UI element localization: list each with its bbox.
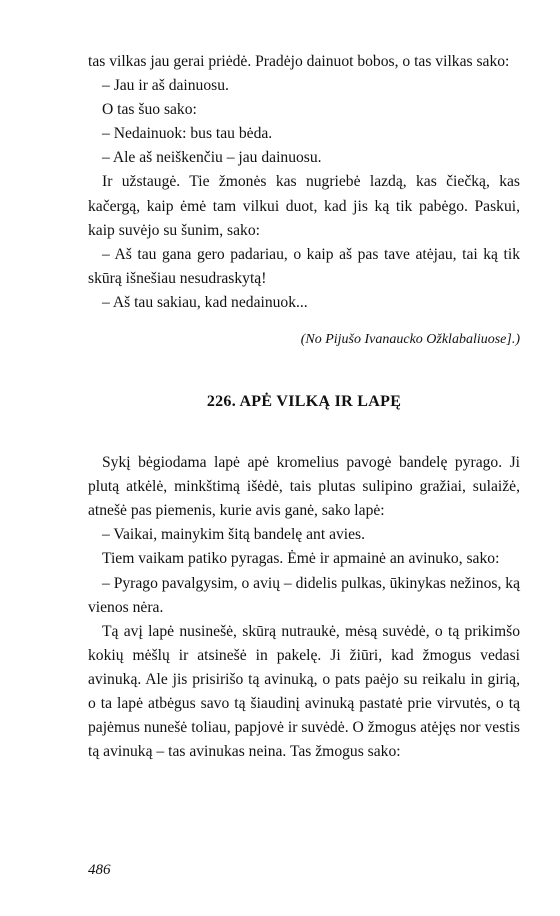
story-226-body [88,451,520,764]
page-number: 486 [88,862,111,878]
paragraph: tas vilkas jau gerai priėdė. Pradėjo dainuot bobos, o tas vilkas sako: [88,53,510,70]
paragraph: – Nedainuok: bus tau bėda. [102,125,273,143]
paragraph: Tiem vaikam patiko pyragas. Ėmė ir apmainė an avinuko, sako: [102,550,500,568]
paragraph: Sykį bėgiodama lapė apė kromelius pavogė bandelę pyrago. Ji plutą atkėlė, minkštimą išėdė, tais plutas sulipino gražiai, sulaižė, atnešė pas piemenis, kurie avis ganė, sako lapė: [88,454,520,520]
paragraph: O tas šuo sako: [102,101,197,119]
story-225-ending [88,50,520,315]
page-text-block [88,50,520,764]
paragraph: – Aš tau sakiau, kad nedainuok... [102,293,308,311]
paragraph: – Ale aš neiškenčiu – jau dainuosu. [102,149,322,167]
paragraph: – Jau ir aš dainuosu. [102,77,229,95]
paragraph: Tą avį lapė nusinešė, skūrą nutraukė, mėsą suvėdė, o tą prikimšo kokių mėšlų ir atsinešė in pakelę. Ji žiūri, kad žmogus vedasi avinuką. Ale jis prisirišo tą avinuką, o pats paėjo su reikalu in girią, o ta lapė atbėgus savo tą šiaudinį avinuką pastatė prie virvutės, o tą pajėmus nunešė toliau, papjovė ir suvėdė. O žmogus atėjęs nor vestis tą avinuką – tas avinukas neina. Tas žmogus sako: [88,622,520,761]
paragraph: Ir užstaugė. Tie žmonės kas nugriebė lazdą, kas čiečką, kas kačergą, kaip ėmė tam vilkui duot, kad jis ką tik pabėgo. Paskui, kaip suvėjo su šunim, sako: [88,173,520,239]
paragraph: – Aš tau gana gero padariau, o kaip aš pas tave atėjau, tai ką tik skūrą išnešiau nesudraskytą! [88,245,520,287]
paragraph: – Pyrago pavalgysim, o avių – didelis pulkas, ūkinykas nežinos, ką vienos nėra. [88,574,520,616]
story-heading: 226. APĖ VILKĄ IR LAPĘ [206,393,402,411]
paragraph: – Vaikai, mainykim šitą bandelę ant avies. [102,526,366,544]
source-note: (No Pijušo Ivanaucko Ožklabaliuose].) [300,332,520,348]
